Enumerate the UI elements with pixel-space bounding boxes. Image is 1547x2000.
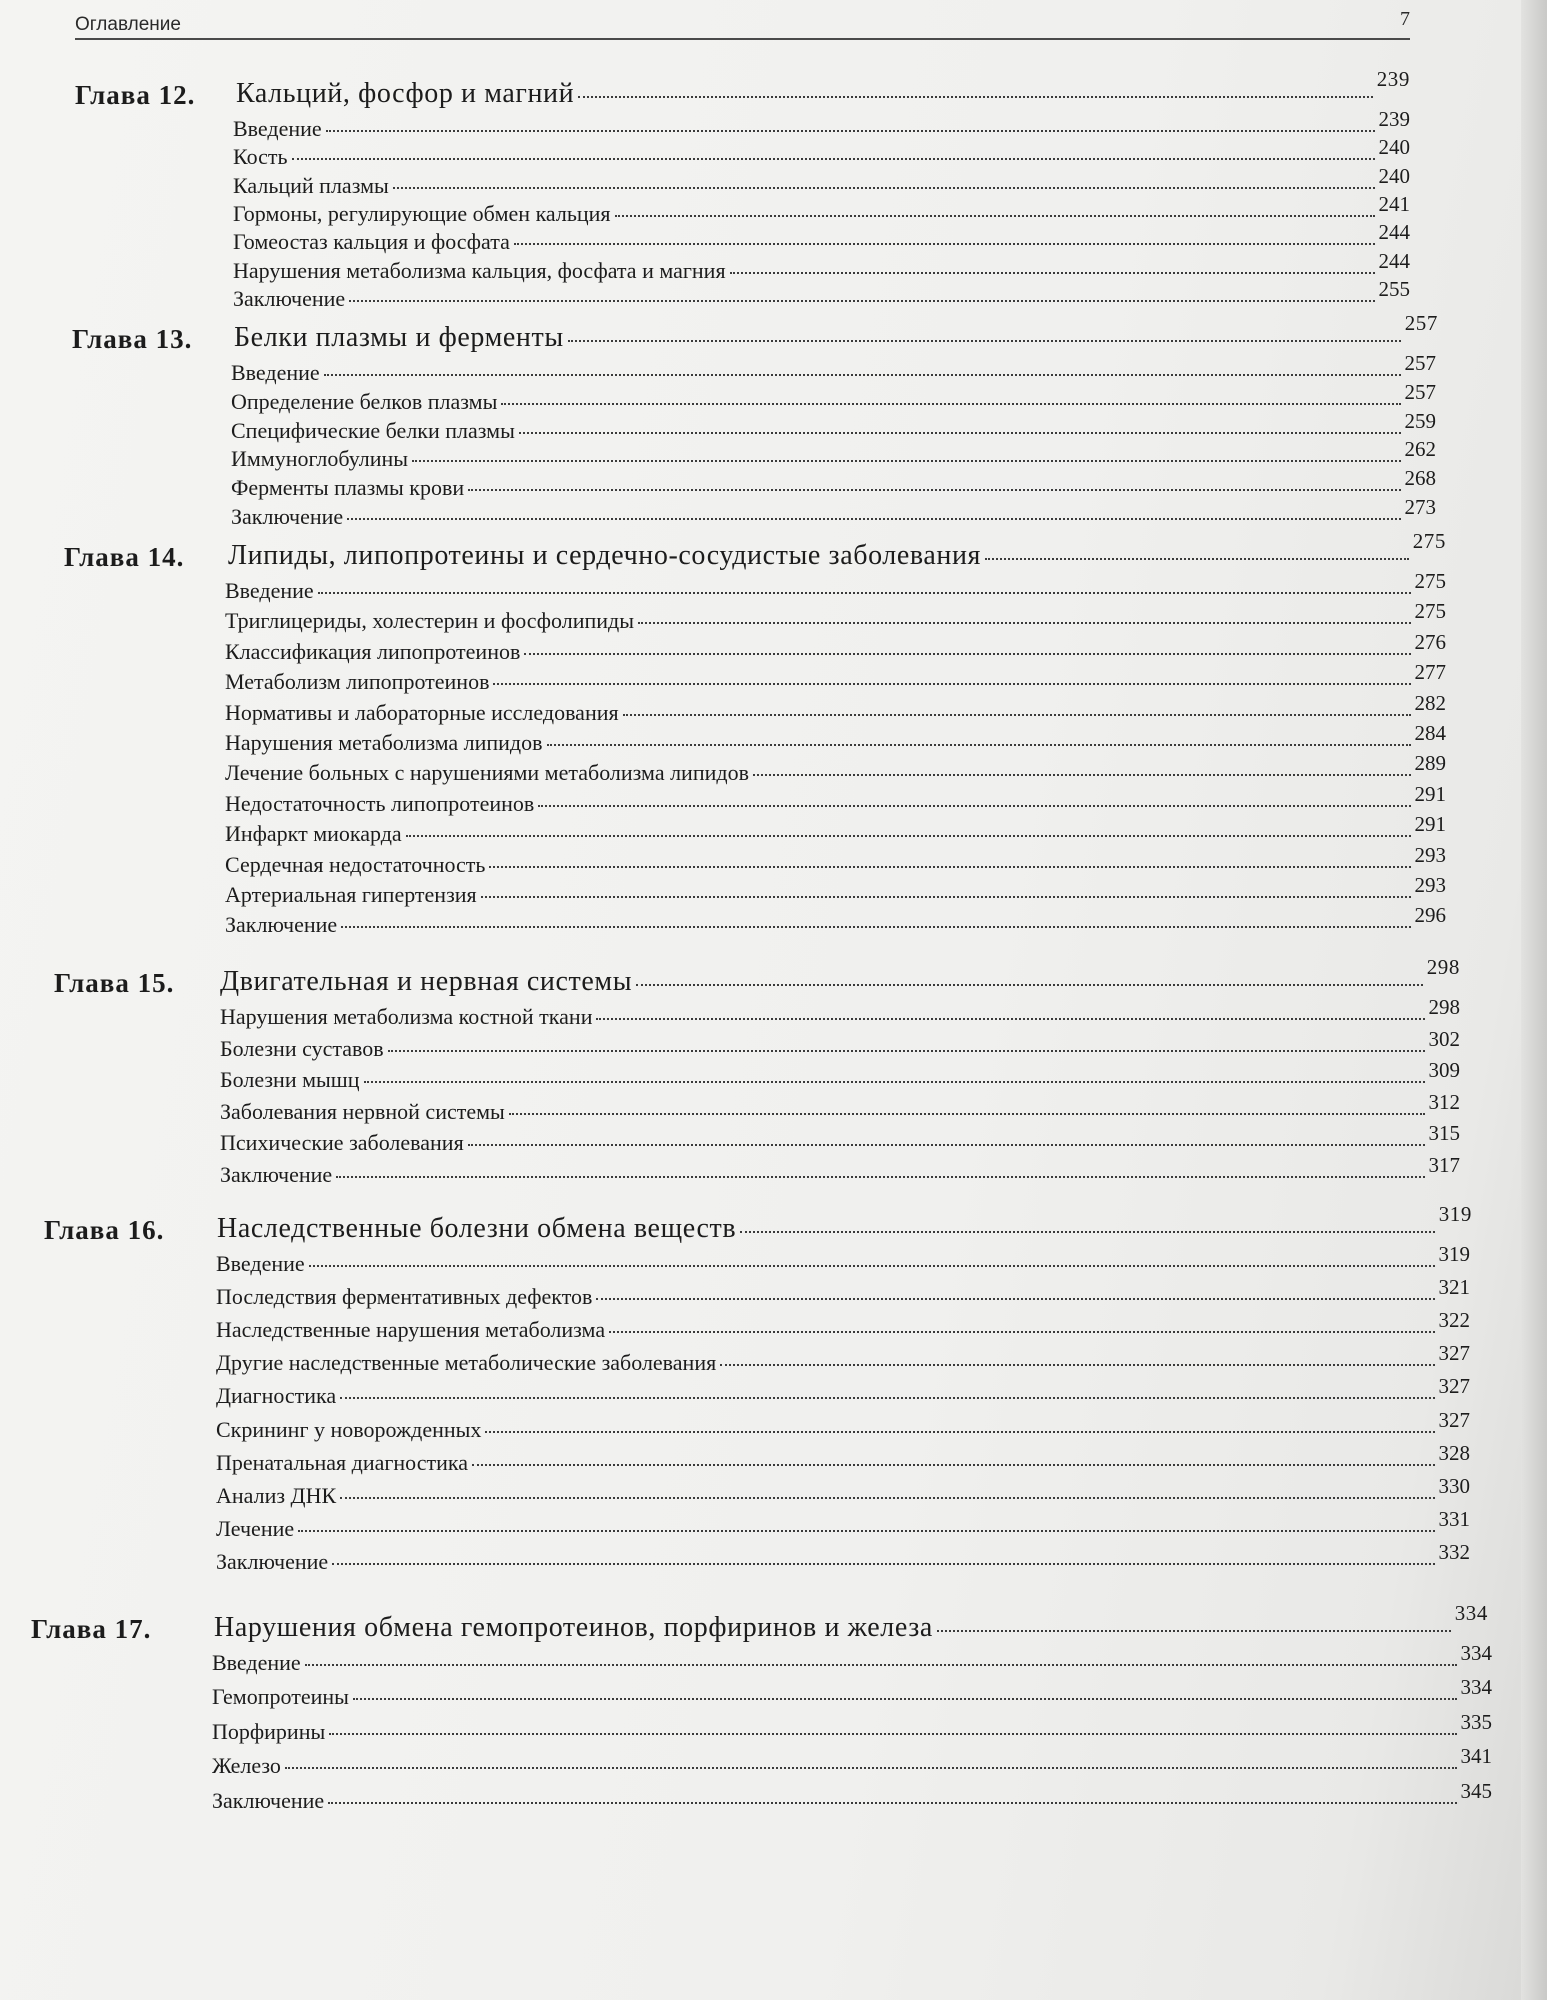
section-entry-page: 335	[1460, 1709, 1492, 1734]
dot-leader	[636, 984, 1423, 986]
section-entry-page: 296	[1414, 903, 1446, 928]
section-entry-title: Пренатальная диагностика	[216, 1449, 468, 1475]
section-entry-title: Лечение больных с нарушениями метаболизма липидов	[225, 760, 749, 786]
section-entry-title: Заключение	[231, 504, 344, 529]
section-entry-title: Введение	[231, 360, 320, 385]
section-entry[interactable]	[225, 629, 1446, 665]
section-entry-page: 327	[1438, 1374, 1470, 1399]
section-entry-page: 241	[1378, 191, 1410, 216]
section-entry-title: Заключение	[216, 1548, 329, 1574]
section-entry[interactable]	[220, 1026, 1460, 1062]
dot-leader	[501, 403, 1400, 405]
dot-leader	[730, 272, 1375, 274]
dot-leader	[298, 1530, 1434, 1532]
section-entry-page: 282	[1414, 690, 1446, 715]
dot-leader	[332, 1563, 1434, 1565]
section-entry[interactable]	[212, 1641, 1492, 1676]
dot-leader	[336, 1176, 1424, 1178]
dot-leader	[623, 714, 1411, 716]
dot-leader	[285, 1767, 1457, 1769]
section-entry-page: 327	[1438, 1407, 1470, 1432]
section-entry[interactable]	[216, 1506, 1470, 1542]
section-entry-title: Инфаркт миокарда	[225, 821, 402, 847]
dot-leader	[292, 158, 1375, 160]
section-entry-page: 289	[1414, 751, 1446, 776]
section-entry-page: 273	[1404, 495, 1436, 519]
section-entry[interactable]	[212, 1744, 1492, 1779]
dot-leader	[568, 340, 1401, 342]
section-entry-title: Метаболизм липопротеинов	[225, 669, 490, 695]
section-entry-page: 334	[1460, 1641, 1492, 1665]
dot-leader	[753, 774, 1411, 776]
section-entry-page: 331	[1438, 1506, 1470, 1531]
dot-leader	[340, 1397, 1434, 1399]
section-entry-title: Другие наследственные метаболические заболевания	[216, 1350, 717, 1376]
section-entry[interactable]	[233, 163, 1410, 199]
dot-leader	[353, 1698, 1457, 1700]
chapter-label: Глава 16.	[44, 1215, 165, 1245]
section-entry-title: Железо	[212, 1753, 281, 1779]
chapter-label: Глава 17.	[31, 1614, 152, 1644]
section-entry-page: 322	[1438, 1308, 1470, 1333]
chapter-entry[interactable]	[236, 67, 1410, 110]
chapter-entry-title: Кальций, фосфор и магний	[236, 78, 575, 109]
section-entry[interactable]	[212, 1675, 1492, 1710]
section-entry-title: Недостаточность липопротеинов	[225, 790, 535, 816]
dot-leader	[364, 1081, 1425, 1083]
chapter-entry-page: 275	[1412, 529, 1446, 553]
chapter-label: Глава 14.	[64, 542, 185, 572]
dot-leader	[485, 1431, 1434, 1433]
section-entry-title: Введение	[212, 1650, 301, 1675]
section-entry-title: Заключение	[225, 912, 338, 938]
dot-leader	[985, 558, 1409, 560]
section-entry[interactable]	[220, 1121, 1460, 1156]
dot-leader	[305, 1664, 1457, 1666]
page-number: 7	[1400, 8, 1410, 30]
section-entry[interactable]	[225, 781, 1446, 817]
section-entry-title: Болезни мышц	[220, 1067, 360, 1093]
section-entry-page: 317	[1428, 1153, 1460, 1177]
dot-leader	[509, 1113, 1425, 1115]
section-entry[interactable]	[225, 690, 1446, 726]
section-entry-page: 284	[1414, 721, 1446, 745]
chapter-label: Глава 12.	[75, 80, 196, 110]
dot-leader	[481, 896, 1411, 898]
chapter-label: Глава 13.	[72, 324, 193, 354]
section-entry[interactable]	[225, 873, 1446, 908]
section-entry-title: Заключение	[233, 285, 346, 311]
section-entry[interactable]	[212, 1778, 1492, 1814]
section-entry-title: Кость	[233, 144, 288, 170]
section-entry[interactable]	[216, 1539, 1470, 1575]
section-entry-title: Гемопротеины	[212, 1684, 349, 1710]
dot-leader	[493, 683, 1410, 685]
section-entry-page: 345	[1460, 1778, 1492, 1803]
section-entry-page: 275	[1414, 599, 1446, 624]
section-entry-page: 239	[1378, 107, 1410, 131]
section-entry-page: 293	[1414, 842, 1446, 867]
section-entry-page: 262	[1404, 437, 1436, 462]
dot-leader	[412, 460, 1400, 462]
section-entry[interactable]	[216, 1407, 1470, 1443]
section-entry-page: 268	[1404, 466, 1436, 491]
section-entry-title: Введение	[225, 578, 314, 603]
section-entry[interactable]	[231, 379, 1436, 415]
section-entry-title: Скрининг у новорожденных	[216, 1416, 482, 1442]
section-entry[interactable]	[216, 1308, 1470, 1343]
section-entry[interactable]	[225, 569, 1446, 604]
section-entry-page: 244	[1378, 248, 1410, 273]
section-entry-title: Специфические белки плазмы	[231, 417, 515, 443]
section-entry[interactable]	[220, 1058, 1460, 1093]
chapter-entry-page: 239	[1376, 67, 1410, 91]
section-entry-page: 276	[1414, 629, 1446, 654]
section-entry[interactable]	[231, 408, 1436, 444]
section-entry-title: Последствия ферментативных дефектов	[216, 1284, 593, 1310]
section-entry[interactable]	[233, 191, 1410, 227]
section-entry-page: 291	[1414, 812, 1446, 837]
section-entry-page: 259	[1404, 408, 1436, 433]
section-entry-page: 328	[1438, 1440, 1470, 1465]
section-entry[interactable]	[225, 812, 1446, 847]
section-entry[interactable]	[233, 107, 1410, 142]
section-entry-title: Гомеостаз кальция и фосфата	[233, 229, 510, 255]
chapter-entry[interactable]	[217, 1202, 1472, 1245]
section-entry-title: Анализ ДНК	[216, 1482, 337, 1508]
section-entry-title: Заключение	[212, 1787, 325, 1813]
dot-leader	[349, 300, 1374, 302]
chapter-entry[interactable]	[228, 529, 1446, 572]
section-entry-page: 330	[1438, 1473, 1470, 1498]
dot-leader	[514, 243, 1375, 245]
dot-leader	[609, 1331, 1434, 1333]
section-entry-page: 244	[1378, 220, 1410, 245]
chapter-entry-title: Липиды, липопротеины и сердечно-сосудистые заболевания	[228, 540, 982, 571]
section-entry[interactable]	[216, 1374, 1470, 1409]
section-entry-title: Нарушения метаболизма липидов	[225, 730, 543, 755]
section-entry-title: Артериальная гипертензия	[225, 882, 477, 907]
section-entry-title: Наследственные нарушения метаболизма	[216, 1317, 606, 1343]
section-entry-title: Психические заболевания	[220, 1130, 464, 1156]
section-entry[interactable]	[225, 842, 1446, 878]
section-entry[interactable]	[231, 351, 1436, 386]
section-entry[interactable]	[216, 1440, 1470, 1476]
section-entry[interactable]	[225, 599, 1446, 634]
section-entry[interactable]	[220, 1089, 1460, 1125]
section-entry-title: Диагностика	[216, 1383, 337, 1409]
chapter-entry[interactable]	[220, 955, 1460, 998]
dot-leader	[341, 926, 1410, 928]
dot-leader	[547, 744, 1411, 746]
section-entry-page: 332	[1438, 1539, 1470, 1564]
dot-leader	[406, 835, 1411, 837]
chapter-entry-title: Наследственные болезни обмена веществ	[217, 1213, 737, 1244]
section-entry-page: 277	[1414, 660, 1446, 685]
dot-leader	[326, 130, 1375, 132]
section-entry-page: 240	[1378, 163, 1410, 188]
running-header-title: Оглавление	[75, 14, 181, 35]
chapter-entry-title: Нарушения обмена гемопротеинов, порфиринов и железа	[214, 1612, 933, 1643]
section-entry[interactable]	[233, 276, 1410, 312]
section-entry[interactable]	[233, 135, 1410, 170]
section-entry-page: 257	[1404, 379, 1436, 404]
chapter-entry[interactable]	[234, 311, 1438, 354]
section-entry[interactable]	[212, 1709, 1492, 1745]
section-entry-page: 312	[1428, 1089, 1460, 1114]
section-entry-title: Нарушения метаболизма кальция, фосфата и магния	[233, 257, 726, 283]
section-entry-page: 298	[1428, 995, 1460, 1019]
dot-leader	[638, 622, 1410, 624]
section-entry[interactable]	[233, 220, 1410, 255]
section-entry[interactable]	[216, 1341, 1470, 1376]
section-entry-title: Нарушения метаболизма костной ткани	[220, 1004, 593, 1029]
dot-leader	[329, 1733, 1456, 1735]
section-entry[interactable]	[216, 1275, 1470, 1310]
section-entry-page: 341	[1460, 1744, 1492, 1769]
dot-leader	[318, 592, 1411, 594]
section-entry[interactable]	[231, 495, 1436, 530]
section-entry-title: Ферменты плазмы крови	[231, 475, 465, 501]
section-entry-title: Иммуноглобулины	[231, 446, 409, 472]
dot-leader	[524, 653, 1410, 655]
chapter-entry-title: Двигательная и нервная системы	[220, 966, 633, 997]
dot-leader	[468, 489, 1400, 491]
section-entry-title: Гормоны, регулирующие обмен кальция	[233, 200, 611, 226]
section-entry-title: Введение	[233, 116, 322, 141]
section-entry-title: Триглицериды, холестерин и фосфолипиды	[225, 608, 635, 634]
section-entry-page: 315	[1428, 1121, 1460, 1146]
chapter-entry-page: 334	[1454, 1601, 1488, 1625]
chapter-entry[interactable]	[214, 1601, 1488, 1644]
section-entry-title: Кальций плазмы	[233, 172, 389, 198]
chapter-entry-page: 257	[1404, 311, 1438, 335]
chapter-label: Глава 15.	[54, 968, 175, 998]
dot-leader	[519, 432, 1401, 434]
section-entry-title: Порфирины	[212, 1718, 326, 1744]
running-header	[75, 8, 1410, 40]
dot-leader	[596, 1018, 1424, 1020]
section-entry-page: 275	[1414, 569, 1446, 593]
section-entry[interactable]	[225, 660, 1446, 695]
dot-leader	[538, 805, 1410, 807]
section-entry-title: Сердечная недостаточность	[225, 851, 486, 877]
section-entry[interactable]	[220, 1153, 1460, 1188]
section-entry[interactable]	[225, 903, 1446, 938]
section-entry-page: 257	[1404, 351, 1436, 375]
section-entry-title: Нормативы и лабораторные исследования	[225, 699, 619, 725]
dot-leader	[328, 1802, 1456, 1804]
dot-leader	[468, 1144, 1425, 1146]
section-entry-page: 327	[1438, 1341, 1470, 1366]
dot-leader	[615, 215, 1375, 217]
section-entry-page: 293	[1414, 873, 1446, 897]
dot-leader	[578, 96, 1372, 98]
section-entry-page: 321	[1438, 1275, 1470, 1300]
dot-leader	[393, 187, 1375, 189]
dot-leader	[309, 1265, 1435, 1267]
section-entry[interactable]	[231, 466, 1436, 501]
section-entry-title: Классификация липопротеинов	[225, 638, 521, 664]
section-entry[interactable]	[220, 995, 1460, 1030]
dot-leader	[324, 374, 1401, 376]
section-entry-page: 255	[1378, 276, 1410, 301]
section-entry[interactable]	[216, 1473, 1470, 1509]
page-edge	[1521, 0, 1547, 2000]
section-entry-page: 240	[1378, 135, 1410, 160]
dot-leader	[388, 1050, 1425, 1052]
dot-leader	[472, 1464, 1435, 1466]
dot-leader	[489, 866, 1410, 868]
dot-leader	[340, 1497, 1434, 1499]
section-entry-title: Лечение	[216, 1515, 295, 1541]
chapter-entry-page: 319	[1438, 1202, 1472, 1226]
section-entry-page: 302	[1428, 1026, 1460, 1051]
dot-leader	[740, 1231, 1435, 1233]
section-entry[interactable]	[231, 437, 1436, 472]
section-entry-page: 334	[1460, 1675, 1492, 1700]
dot-leader	[937, 1630, 1451, 1632]
section-entry-title: Заключение	[220, 1162, 333, 1187]
dot-leader	[720, 1364, 1434, 1366]
section-entry-title: Введение	[216, 1251, 305, 1276]
section-entry-page: 291	[1414, 781, 1446, 806]
dot-leader	[596, 1298, 1434, 1300]
section-entry-title: Заболевания нервной системы	[220, 1098, 505, 1124]
chapter-entry-page: 298	[1426, 955, 1460, 979]
dot-leader	[347, 518, 1400, 520]
chapter-entry-title: Белки плазмы и ферменты	[234, 322, 564, 353]
section-entry[interactable]	[225, 721, 1446, 756]
section-entry-page: 319	[1438, 1242, 1470, 1266]
section-entry[interactable]	[216, 1242, 1470, 1277]
section-entry[interactable]	[225, 751, 1446, 786]
section-entry[interactable]	[233, 248, 1410, 284]
section-entry-title: Определение белков плазмы	[231, 388, 498, 414]
section-entry-title: Болезни суставов	[220, 1035, 384, 1061]
section-entry-page: 309	[1428, 1058, 1460, 1083]
